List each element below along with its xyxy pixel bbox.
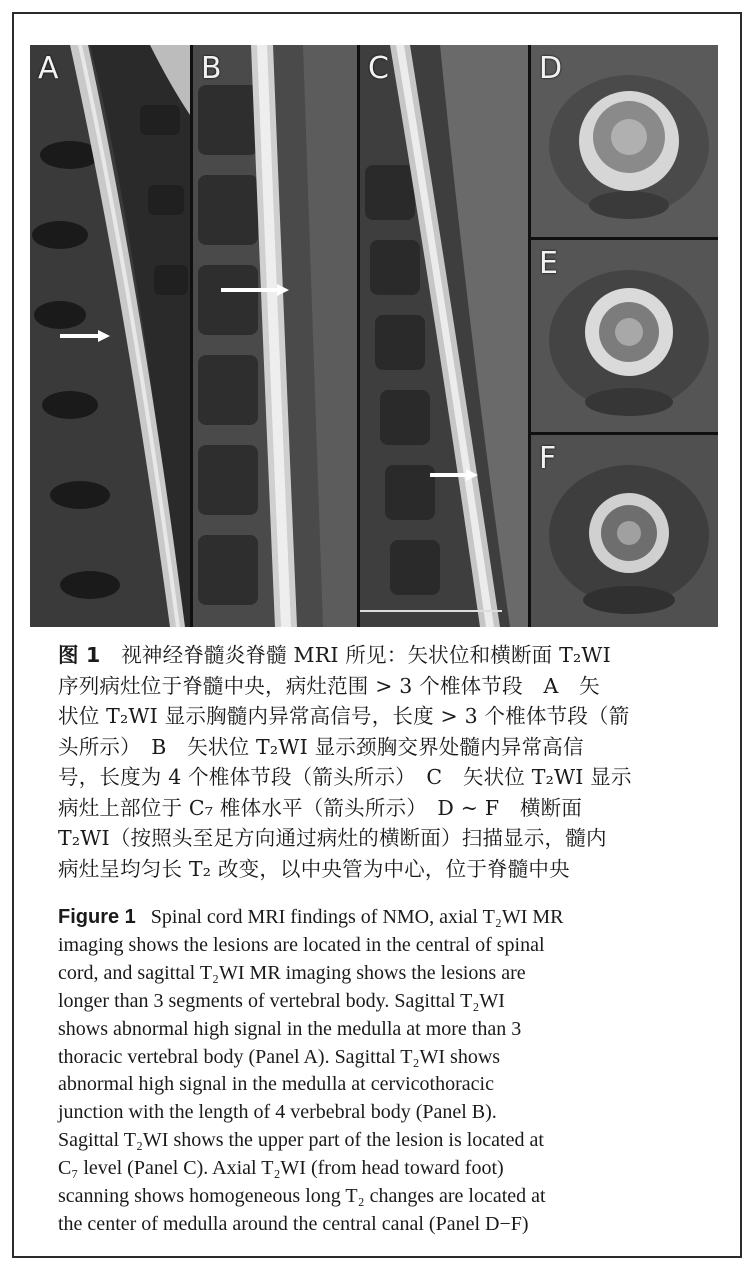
mri-image-a — [30, 45, 190, 627]
caption-en-line: thoracic vertebral body (Panel A). Sagittal T₂WI shows — [58, 1045, 501, 1068]
panel-label-e: E — [539, 246, 558, 281]
caption-en-line: longer than 3 segments of vertebral body. Sagittal T₂WI — [58, 989, 505, 1012]
caption-cn-line: 状位 T₂WI 显示胸髓内异常高信号，长度 > 3 个椎体节段（箭 — [58, 704, 630, 728]
caption-cn-text: 视神经脊髓炎脊髓 MRI 所见：矢状位和横断面 T₂WI — [121, 643, 611, 667]
caption-cn-line: 头所示） B 矢状位 T₂WI 显示颈胸交界处髓内异常高信 — [58, 734, 584, 759]
caption-en-line: Sagittal T₂WI shows the upper part of the lesion is located at — [58, 1129, 544, 1152]
panel-label-b: B — [201, 51, 222, 86]
mri-figure — [30, 45, 718, 627]
mri-panel-b — [193, 45, 357, 627]
mri-panel-c — [360, 45, 528, 627]
caption-en-line — [58, 904, 698, 932]
caption-en-line: cord, and sagittal T₂WI MR imaging shows the lesions are — [58, 961, 526, 984]
caption-cn-line: 病灶呈均匀长 T₂ 改变，以中央管为中心，位于脊髓中央 — [58, 856, 570, 881]
caption-english — [58, 904, 698, 1239]
caption-cn-line: T₂WI（按照头至足方向通过病灶的横断面）扫描显示，髓内 — [58, 826, 607, 850]
caption-en-text: Spinal cord MRI findings of NMO, axial T₂WI MR — [150, 906, 564, 928]
caption-en-line: shows abnormal high signal in the medulla at more than 3 — [58, 1017, 522, 1040]
mri-panel-f — [531, 435, 718, 627]
mri-image-c — [360, 45, 528, 627]
mri-panel-a — [30, 45, 190, 627]
panel-label-a: A — [38, 51, 59, 86]
caption-cn-line: 号，长度为 4 个椎体节段（箭头所示） C 矢状位 T₂WI 显示 — [58, 765, 632, 789]
caption-cn-line — [58, 640, 698, 671]
mri-image-e — [531, 240, 718, 432]
panel-label-f: F — [539, 441, 557, 476]
mri-panel-d — [531, 45, 718, 237]
caption-chinese — [58, 640, 698, 884]
caption-en-line: imaging shows the lesions are located in the central of spinal — [58, 933, 545, 956]
caption-en-line: scanning shows homogeneous long T₂ changes are located at — [58, 1185, 546, 1208]
mri-image-b — [193, 45, 357, 627]
caption-en-line: junction with the length of 4 verbebral body (Panel B). — [58, 1101, 497, 1124]
caption-en-figure-number: Figure 1 — [58, 906, 136, 928]
caption-en-line: the center of medulla around the central canal (Panel D−F) — [58, 1212, 529, 1235]
mri-image-f — [531, 435, 718, 627]
panel-label-d: D — [539, 51, 563, 86]
mri-panel-e — [531, 240, 718, 432]
caption-en-line: abnormal high signal in the medulla at cervicothoracic — [58, 1073, 494, 1096]
panel-label-c: C — [368, 51, 389, 86]
caption-cn-figure-number: 图 1 — [58, 643, 101, 667]
caption-en-line: C₇ level (Panel C). Axial T₂WI (from head toward foot) — [58, 1157, 504, 1180]
caption-cn-line: 序列病灶位于脊髓中央，病灶范围 > 3 个椎体节段 A 矢 — [58, 673, 600, 698]
caption-cn-line: 病灶上部位于 C₇ 椎体水平（箭头所示） D ~ F 横断面 — [58, 795, 583, 820]
